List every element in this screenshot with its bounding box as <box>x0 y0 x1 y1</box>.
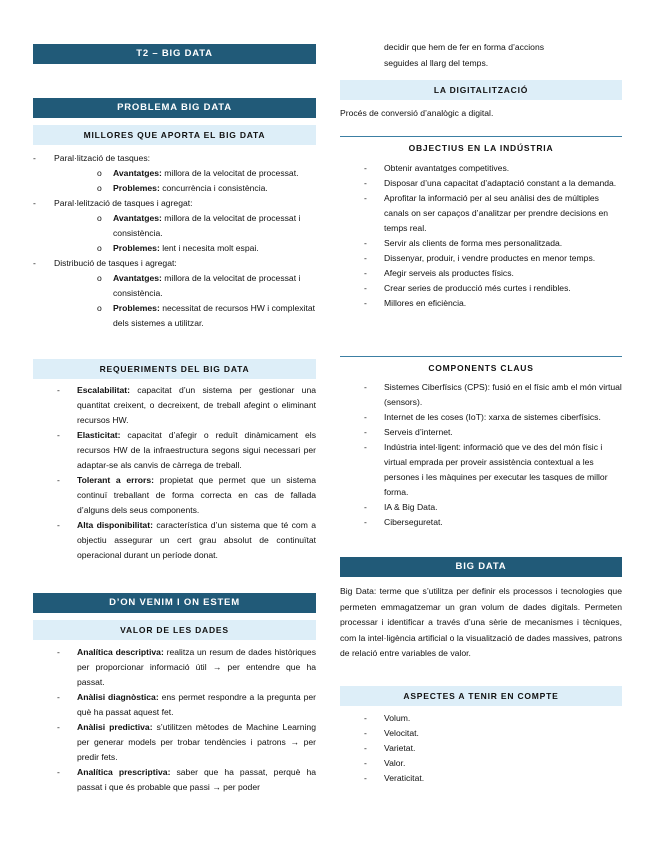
valor-list <box>33 645 316 795</box>
document-title: T2 – BIG DATA <box>33 44 316 64</box>
list-item: - Paral·lelització de tasques i agregat: <box>33 198 193 208</box>
section-header-bigdata: BIG DATA <box>340 557 622 577</box>
list-item: o Problemes: necessitat de recursos HW i complexitat dels sistemes a utilitzar. <box>97 303 316 328</box>
aspectes-list <box>340 711 622 786</box>
subheader-aspectes: ASPECTES A TENIR EN COMPTE <box>340 686 622 706</box>
subheader-requeriments: REQUERIMENTS DEL BIG DATA <box>33 359 316 379</box>
list-item: o Problemes: concurrència i consistència. <box>97 183 268 193</box>
subheader-millores: MILLORES QUE APORTA EL BIG DATA <box>33 125 316 145</box>
list-item: - Serveis d’internet. <box>364 427 453 437</box>
list-item: - Afegir serveis als productes físics. <box>364 268 514 278</box>
subheader-objectius: OBJECTIUS EN LA INDÚSTRIA <box>340 136 622 153</box>
list-item: - Internet de les coses (IoT): xarxa de sistemes ciberfísics. <box>364 412 601 422</box>
components-list <box>340 380 622 530</box>
list-item: - Valor. <box>364 758 406 768</box>
list-item: - Disposar d’una capacitat d’adaptació constant a la demanda. <box>364 178 617 188</box>
list-item: - Distribució de tasques i agregat: <box>33 258 177 268</box>
list-item: o Avantatges: millora de la velocitat de processat i consistència. <box>97 213 301 238</box>
list-item: - Millores en eficiència. <box>364 298 467 308</box>
list-item: o Avantatges: millora de la velocitat de processat. <box>97 168 299 178</box>
section-header-problema: PROBLEMA BIG DATA <box>33 98 316 118</box>
continuation-text: decidir que hem de fer en forma d’accions seguides al llarg del temps. <box>384 42 545 68</box>
objectius-list <box>340 161 622 311</box>
bigdata-text: Big Data: terme que s’utilitza per definir els processos i tecnologies que permeten emmagatzemar un gran volum de dades digitals. Permeten processar i identificar a través d’una sèrie de mecanismes i tècniques, com la intel·ligència artificial o la visualització de dades massives, patrons de relació entre variables de valor. <box>340 586 622 658</box>
list-item: - Volum. <box>364 713 411 723</box>
requeriments-list <box>33 383 316 563</box>
subheader-components: COMPONENTS CLAUS <box>340 356 622 373</box>
list-item: - Servir als clients de forma mes personalitzada. <box>364 238 563 248</box>
list-item: - Ciberseguretat. <box>364 517 443 527</box>
millores-list <box>33 151 316 331</box>
list-item: - IA & Big Data. <box>364 502 438 512</box>
list-item: - Anàlisi predictiva: s’utilitzen mètodes de Machine Learning per generar models per trobar tendències i patrons → per predir fets. <box>57 722 316 762</box>
list-item: - Velocitat. <box>364 728 419 738</box>
list-item: - Paral·lització de tasques: <box>33 153 151 163</box>
list-item: - Aprofitar la informació per al seu anàlisi des de múltiples canals on ser capaços d’analitzar per prendre decisions en temps real. <box>364 193 609 233</box>
list-item: - Analítica descriptiva: realitza un resum de dades històriques per proporcionar informació útil → per entendre que ha passat. <box>57 647 317 687</box>
list-item: - Tolerant a errors: propietat que permet que un sistema continuï treballant de forma correcta en cas de fallada d’alguns dels seus components. <box>57 475 316 515</box>
list-item: - Anàlisi diagnòstica: ens permet respondre a la pregunta per què ha passat aquest fet. <box>57 692 316 717</box>
list-item: - Dissenyar, produir, i vendre productes en menor temps. <box>364 253 596 263</box>
list-item: - Veraticitat. <box>364 773 425 783</box>
list-item: - Obtenir avantatges competitives. <box>364 163 510 173</box>
digitalitzacio-text: Procés de conversió d’analògic a digital. <box>340 108 494 118</box>
list-item: - Alta disponibilitat: característica d’un sistema que té com a objectiu assegurar un cert grau absolut de continuïtat operacional durant un període donat. <box>57 520 316 560</box>
subheader-valor: VALOR DE LES DADES <box>33 620 316 640</box>
section-header-venim: D’ON VENIM I ON ESTEM <box>33 593 316 613</box>
list-item: - Crear series de producció més curtes i rendibles. <box>364 283 571 293</box>
list-item: - Escalabilitat: capacitat d’un sistema per gestionar una quantitat creixent, o decreixent, de treball afegint o eliminant recursos HW. <box>57 385 316 425</box>
list-item: - Elasticitat: capacitat d’afegir o reduït dinàmicament els recursos HW de la infraestructura segons sigui necessari per adaptar-se als canvis de càrrega de treball. <box>57 430 316 470</box>
list-item: o Avantatges: millora de la velocitat de processat i consistència. <box>97 273 301 298</box>
list-item: - Indústria intel·ligent: informació que ve des del món físic i virtual emprada per proveir assistència contextual a les persones i les màquines per executar les tasques de millor forma. <box>364 442 608 497</box>
list-item: o Problemes: lent i necesita molt espai. <box>97 243 259 253</box>
list-item: - Sistemes Ciberfísics (CPS): fusió en el físic amb el món virtual (sensors). <box>364 382 622 407</box>
list-item: - Analítica prescriptiva: saber que ha passat, perquè ha passat i que és probable que passi → per poder <box>57 767 317 792</box>
list-item: - Varietat. <box>364 743 416 753</box>
subheader-digitalitzacio: LA DIGITALITZACIÓ <box>340 80 622 100</box>
